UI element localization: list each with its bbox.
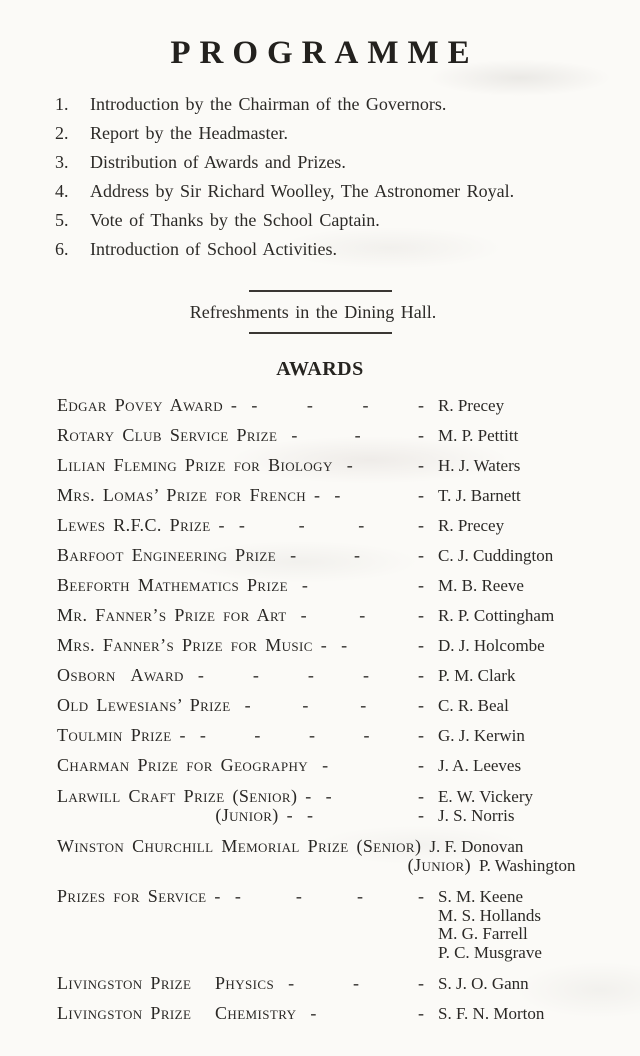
dash-leader: - - - - <box>238 516 424 534</box>
recipient-name: P. Washington <box>479 856 576 875</box>
award-row <box>57 396 595 415</box>
awards-heading: AWARDS <box>276 358 364 380</box>
item-number: 2. <box>55 123 69 143</box>
programme-item <box>55 235 640 264</box>
award-label: Lewes R.F.C. Prize - <box>57 515 225 535</box>
award-label: Mrs. Fanner’s Prize for Music - <box>57 635 328 655</box>
award-label: Mr. Fanner’s Prize for Art <box>57 605 287 625</box>
recipient-name: R. Precey <box>438 516 505 535</box>
award-row-service <box>57 887 595 962</box>
award-label: Osborn Award <box>57 665 184 685</box>
recipient-name: S. M. Keene <box>438 887 523 906</box>
programme-item <box>55 90 640 119</box>
item-text: Report by the Headmaster. <box>90 123 288 143</box>
award-row <box>57 486 595 505</box>
recipient-name: R. Precey <box>438 396 505 415</box>
programme-item <box>55 148 640 177</box>
recipient-name-list <box>438 888 595 962</box>
award-sublabel: (Junior) <box>407 855 471 875</box>
divider-top <box>249 290 392 292</box>
dash-leader: - - <box>307 806 424 824</box>
recipient-name: J. F. Donovan <box>429 837 524 856</box>
programme-item <box>55 206 640 235</box>
dash-leader: - - - - <box>234 887 424 905</box>
recipient-name: P. M. Clark <box>438 666 516 685</box>
recipient-name: E. W. Vickery <box>438 787 533 806</box>
programme-list <box>55 90 640 264</box>
dash-leader: - - <box>322 756 424 774</box>
award-row <box>57 576 595 595</box>
award-label: Livingston Prize Physics <box>57 973 275 993</box>
award-label: Lilian Fleming Prize for Biology <box>57 455 333 475</box>
recipient-name: T. J. Barnett <box>438 486 521 505</box>
page-title: PROGRAMME <box>170 35 479 71</box>
recipient-name: M. G. Farrell <box>438 924 528 943</box>
award-label: Barfoot Engineering Prize <box>57 545 277 565</box>
award-row <box>57 974 595 993</box>
refreshments-note: Refreshments in the Dining Hall. <box>189 302 437 322</box>
award-row <box>57 516 595 535</box>
recipient-name: M. S. Hollands <box>438 905 541 925</box>
recipient-name: C. J. Cuddington <box>438 546 554 565</box>
award-row <box>57 696 595 715</box>
award-label: Prizes for Service - <box>57 886 221 906</box>
award-row-larwill-senior <box>57 787 595 806</box>
item-text: Introduction by the Chairman of the Governors. <box>90 94 447 114</box>
recipient-name: H. J. Waters <box>438 456 521 475</box>
dash-leader: - - - <box>290 546 424 564</box>
recipient-name: M. B. Reeve <box>438 576 524 595</box>
item-number: 3. <box>55 152 69 172</box>
recipient-name: S. F. N. Morton <box>438 1004 545 1023</box>
item-number: 5. <box>55 210 69 230</box>
award-row <box>57 636 595 655</box>
dash-leader: - - - - <box>244 696 424 714</box>
programme-item <box>55 177 640 206</box>
award-row <box>57 606 595 625</box>
award-row-churchill-senior <box>57 837 595 856</box>
dash-leader: - - - - - <box>199 726 424 744</box>
award-row <box>57 756 595 775</box>
recipient-name: J. S. Norris <box>438 806 515 825</box>
award-label: Mrs. Lomas’ Prize for French - <box>57 485 321 505</box>
award-row-larwill-junior <box>57 806 595 825</box>
dash-leader: - - <box>310 1004 424 1022</box>
award-label: Beeforth Mathematics Prize <box>57 575 288 595</box>
item-number: 1. <box>55 94 69 114</box>
recipient-name: R. P. Cottingham <box>438 606 555 625</box>
item-number: 4. <box>55 181 69 201</box>
programme-item <box>55 119 640 148</box>
dash-leader: - - - - <box>251 396 424 414</box>
recipient-name: J. A. Leeves <box>438 756 522 775</box>
award-row-churchill-junior <box>57 856 595 875</box>
award-row <box>57 726 595 745</box>
award-label: Old Lewesians’ Prize <box>57 695 231 715</box>
dash-leader: - - <box>341 636 424 654</box>
dash-leader: - - <box>301 576 424 594</box>
recipient-name: C. R. Beal <box>438 696 509 715</box>
dash-leader: - - <box>334 486 424 504</box>
divider-bottom <box>249 332 392 334</box>
award-row <box>57 456 595 475</box>
item-text: Vote of Thanks by the School Captain. <box>90 210 380 230</box>
recipient-name: P. C. Musgrave <box>438 942 542 962</box>
award-sublabel: (Junior) - <box>215 805 293 825</box>
dash-leader: - - <box>346 456 424 474</box>
award-row <box>57 546 595 565</box>
dash-leader: - - - <box>288 974 424 992</box>
award-row <box>57 1004 595 1023</box>
award-label: Charman Prize for Geography <box>57 755 309 775</box>
award-label: Edgar Povey Award - <box>57 395 238 415</box>
award-row <box>57 666 595 685</box>
award-label: Larwill Craft Prize (Senior) - <box>57 786 312 806</box>
dash-leader: - - <box>325 787 424 805</box>
award-label: Winston Churchill Memorial Prize (Senior) <box>57 836 422 856</box>
award-label: Rotary Club Service Prize <box>57 425 278 445</box>
dash-leader: - - - <box>291 426 424 444</box>
award-label: Toulmin Prize - <box>57 725 186 745</box>
recipient-name: S. J. O. Gann <box>438 974 529 993</box>
recipient-name: D. J. Holcombe <box>438 636 545 655</box>
item-text: Distribution of Awards and Prizes. <box>90 152 346 172</box>
awards-list <box>57 396 595 1023</box>
recipient-name: M. P. Pettitt <box>438 426 519 445</box>
item-text: Introduction of School Activities. <box>90 239 337 259</box>
dash-leader: - - - <box>300 606 424 624</box>
dash-leader: - - - - - <box>197 666 424 684</box>
award-row <box>57 426 595 445</box>
recipient-name: G. J. Kerwin <box>438 726 525 745</box>
award-label: Livingston Prize Chemistry <box>57 1003 297 1023</box>
item-number: 6. <box>55 239 69 259</box>
item-text: Address by Sir Richard Woolley, The Astronomer Royal. <box>90 181 515 201</box>
